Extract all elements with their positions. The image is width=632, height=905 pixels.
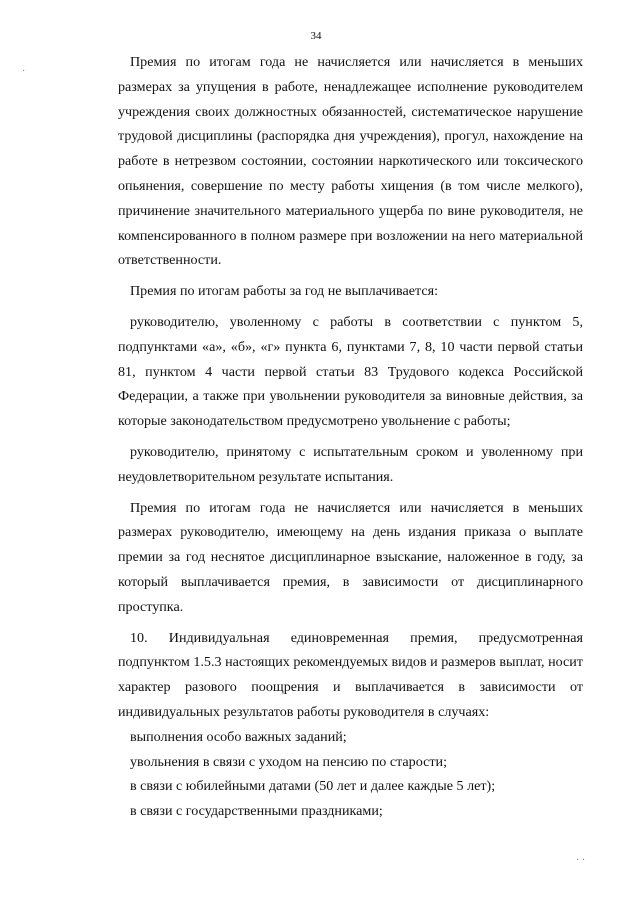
paragraph-bonus-not-paid: Премия по итогам работы за год не выплачивается: [130, 283, 439, 300]
paragraph-bonus-reduction: Премия по итогам года не начисляется или начисляется в меньших размерах за упущения в работе, ненадлежащее исполнение руководителем учреждения своих должностных обязанностей, систематическое нарушение трудовой дисциплины (распорядка дня учреждения), прогул, нахождение на работе в нетрезвом состоянии, состоянии наркотического или токсического опьянения, совершение по месту работы хищения (в том числе мелкого), причинение значительного материального ущерба по вине руководителя, не компенсированного в полном размере при возложении на него материальной ответственности. [118, 54, 583, 269]
document-body [118, 50, 583, 824]
list-item: увольнения в связи с уходом на пенсию по старости; [130, 753, 447, 770]
list-item: в связи с государственными праздниками; [130, 803, 383, 820]
page-number: 34 [310, 30, 322, 42]
scan-artifact-dot: · [22, 66, 26, 77]
list-item: в связи с юбилейными датами (50 лет и далее каждые 5 лет); [130, 778, 496, 795]
paragraph-disciplinary-penalty: Премия по итогам года не начисляется или начисляется в меньших размерах руководителю, имеющему на день издания приказа о выплате премии за год неснятое дисциплинарное взыскание, наложенное в году, за который выплачивается премия, в зависимости от дисциплинарного проступка. [118, 499, 583, 615]
scan-artifact-mark: · · [576, 855, 586, 866]
paragraph-probation-manager: руководителю, принятому с испытательным сроком и уволенному при неудовлетворительном результате испытания. [118, 443, 583, 485]
paragraph-individual-bonus: 10. Индивидуальная единовременная премия, предусмотренная подпунктом 1.5.3 настоящих рекомендуемых видов и размеров выплат, носит характер разового поощрения и выплачивается в зависимости от индивидуальных результатов работы руководителя в случаях: [118, 629, 583, 720]
paragraph-dismissed-manager: руководителю, уволенному с работы в соответствии с пунктом 5, подпунктами «а», «б», «г» пункта 6, пунктами 7, 8, 10 части первой статьи 81, пунктом 4 части первой статьи 83 Трудового кодекса Российской Федерации, а также при увольнении руководителя за виновные действия, за которые законодательством предусмотрено увольнение с работы; [118, 313, 583, 430]
list-item: выполнения особо важных заданий; [130, 728, 347, 745]
